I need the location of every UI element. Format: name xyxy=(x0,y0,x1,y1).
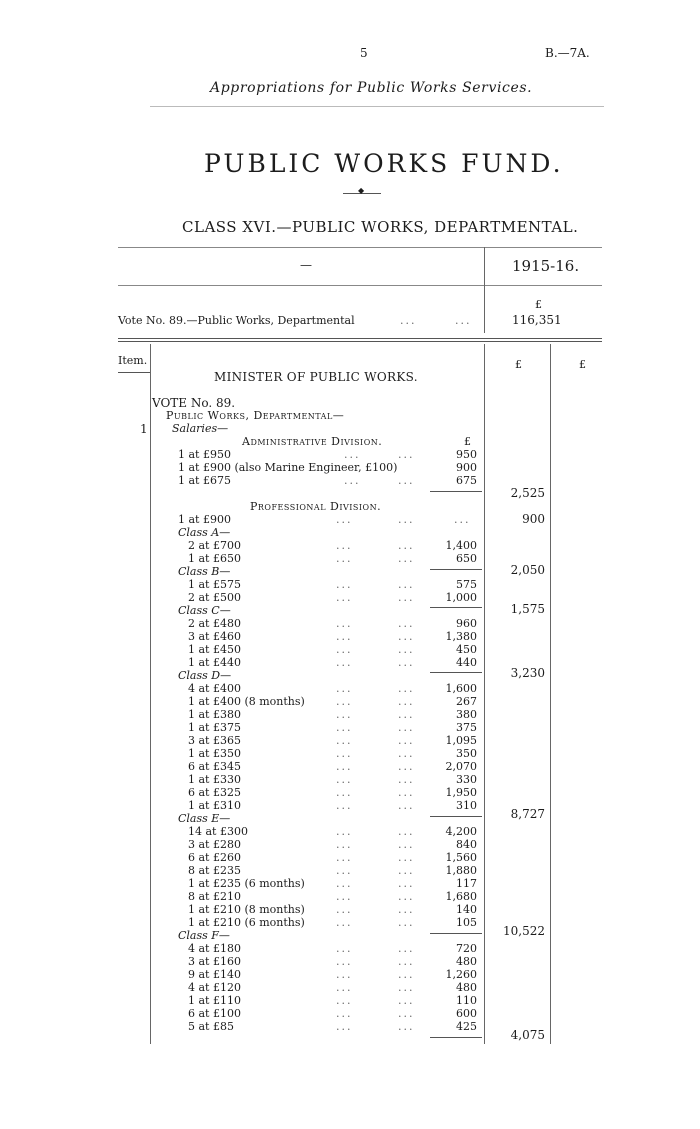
table-row-dots: ... xyxy=(344,448,361,461)
table-row-dots: ... xyxy=(398,773,415,786)
table-row-dots: ... xyxy=(336,734,353,747)
vote-dots-2: ... xyxy=(455,314,472,327)
table-row-amount: 900 xyxy=(456,461,477,474)
salaries-heading: Salaries— xyxy=(172,422,229,435)
table-row-desc: 1 at £350 xyxy=(188,747,241,760)
table-row-dots: ... xyxy=(336,708,353,721)
department-heading: Public Works, Departmental— xyxy=(166,409,345,422)
table-row-dots: ... xyxy=(398,981,415,994)
table-row-dots: ... xyxy=(336,955,353,968)
table-row-amount: 330 xyxy=(456,773,477,786)
vote-heading: VOTE No. 89. xyxy=(152,396,236,410)
table-row-desc: 8 at £210 xyxy=(188,890,241,903)
table-row-desc: 9 at £140 xyxy=(188,968,241,981)
table-row-dots: ... xyxy=(336,539,353,552)
table-row-dots: ... xyxy=(336,877,353,890)
table-row-amount: 600 xyxy=(456,1007,477,1020)
table-row-dots: ... xyxy=(398,994,415,1007)
table-row-desc: 1 at £450 xyxy=(188,643,241,656)
table-row-amount: 2,070 xyxy=(445,760,477,773)
table-row-desc: 1 at £310 xyxy=(188,799,241,812)
table-row-dots: ... xyxy=(398,448,415,461)
table-row-amount: 117 xyxy=(456,877,477,890)
table-row-dots: ... xyxy=(398,617,415,630)
class-heading: Class E— xyxy=(178,812,231,825)
table-row-dots: ... xyxy=(336,695,353,708)
table-row-desc: 8 at £235 xyxy=(188,864,241,877)
table-row-dots: ... xyxy=(336,643,353,656)
table-row-desc: 5 at £85 xyxy=(188,1020,234,1033)
header-rule xyxy=(150,106,604,107)
table-row-desc: 4 at £180 xyxy=(188,942,241,955)
subtotal-amount: 8,727 xyxy=(510,807,545,821)
table-row-amount: 375 xyxy=(456,721,477,734)
table-row-dots: ... xyxy=(398,1020,415,1033)
professional-division-heading: Professional Division. xyxy=(250,500,382,513)
table-row-desc: 6 at £100 xyxy=(188,1007,241,1020)
subtotal-rule xyxy=(430,491,482,492)
table-row-amount: 110 xyxy=(456,994,477,1007)
table-row-dots: ... xyxy=(398,942,415,955)
table-row-dots: ... xyxy=(398,682,415,695)
table-row-amount: 650 xyxy=(456,552,477,565)
class-heading: Class B— xyxy=(178,565,231,578)
table-row-amount: 950 xyxy=(456,448,477,461)
class-heading: Class A— xyxy=(178,526,231,539)
item-number: 1 xyxy=(140,422,148,436)
table-row-desc: 1 at £900 (also Marine Engineer, £100) xyxy=(178,461,398,474)
vote-amount: 116,351 xyxy=(512,313,562,327)
table-row-dots: ... xyxy=(336,994,353,1007)
table-row-dots: ... xyxy=(398,877,415,890)
table-row-dots: ... xyxy=(336,1020,353,1033)
class-title: CLASS XVI.—PUBLIC WORKS, DEPARTMENTAL. xyxy=(182,218,579,236)
table-row-dots: ... xyxy=(398,643,415,656)
table-row-dots: ... xyxy=(336,656,353,669)
table-row-dots: ... xyxy=(398,903,415,916)
table-row-amount: 1,095 xyxy=(445,734,477,747)
table-row-dots: ... xyxy=(336,916,353,929)
table-row-dots: ... xyxy=(336,786,353,799)
subtotal-amount: 4,075 xyxy=(510,1028,545,1042)
table-row-amount: 267 xyxy=(456,695,477,708)
table-row-dots: ... xyxy=(398,630,415,643)
subtotal-rule xyxy=(430,816,482,817)
table-row-desc: 1 at £900 xyxy=(178,513,231,526)
table-row-dots: ... xyxy=(336,903,353,916)
table-row-dots: ... xyxy=(398,916,415,929)
amount-column-divider xyxy=(484,344,485,1044)
table-row-amount: 1,000 xyxy=(445,591,477,604)
table-row-dots: ... xyxy=(398,747,415,760)
table-row-dots: ... xyxy=(336,1007,353,1020)
table-row-desc: 1 at £210 (6 months) xyxy=(188,916,305,929)
ministry-heading: MINISTER OF PUBLIC WORKS. xyxy=(214,370,418,384)
table-row-amount: 105 xyxy=(456,916,477,929)
class-heading: Class C— xyxy=(178,604,231,617)
table-row-dots: ... xyxy=(398,539,415,552)
table-row-dots: ... xyxy=(398,721,415,734)
table-row-dots: ... xyxy=(398,591,415,604)
total-column-divider xyxy=(550,344,551,1044)
table-row-dots: ... xyxy=(398,513,415,526)
subtotal-amount: 2,525 xyxy=(510,486,545,500)
document-code: B.—7A. xyxy=(545,46,590,60)
table-row-dots: ... xyxy=(398,890,415,903)
table-row-dots: ... xyxy=(398,474,415,487)
table-row-dots: ... xyxy=(398,552,415,565)
table-row-dots: ... xyxy=(398,695,415,708)
table-row-dots: ... xyxy=(454,513,471,526)
table-row-dots: ... xyxy=(336,682,353,695)
table-row-amount: 450 xyxy=(456,643,477,656)
table-row-amount: 480 xyxy=(456,981,477,994)
subtotal-rule xyxy=(430,569,482,570)
table-row-dots: ... xyxy=(336,981,353,994)
table-top-rule-1 xyxy=(118,338,602,339)
table-row-dots: ... xyxy=(398,825,415,838)
table-row-dots: ... xyxy=(398,968,415,981)
table-row-dots: ... xyxy=(336,578,353,591)
table-row-dots: ... xyxy=(336,851,353,864)
class-heading: Class D— xyxy=(178,669,232,682)
page-number: 5 xyxy=(360,46,368,60)
subtotal-rule xyxy=(430,672,482,673)
table-row-dots: ... xyxy=(336,799,353,812)
vote-dots-1: ... xyxy=(400,314,417,327)
year-bottom-rule xyxy=(118,285,602,286)
subtotal-amount: 2,050 xyxy=(510,563,545,577)
table-row-dots: ... xyxy=(398,786,415,799)
table-row-desc: 1 at £675 xyxy=(178,474,231,487)
admin-division-heading: Administrative Division. xyxy=(242,435,383,448)
table-row-desc: 1 at £210 (8 months) xyxy=(188,903,305,916)
table-row-amount: 675 xyxy=(456,474,477,487)
subtotal-amount: 3,230 xyxy=(510,666,545,680)
table-row-amount: 840 xyxy=(456,838,477,851)
column-currency-1: £ xyxy=(515,358,522,371)
table-row-dots: ... xyxy=(336,890,353,903)
fiscal-year: 1915-16. xyxy=(512,257,580,275)
table-top-rule-2 xyxy=(118,341,602,342)
table-row-amount: 440 xyxy=(456,656,477,669)
table-row-amount: 380 xyxy=(456,708,477,721)
table-row-dots: ... xyxy=(336,968,353,981)
table-row-amount: 720 xyxy=(456,942,477,955)
item-header-rule xyxy=(118,372,150,373)
table-row-dots: ... xyxy=(398,656,415,669)
subtotal-amount: 1,575 xyxy=(510,602,545,616)
table-row-desc: 4 at £400 xyxy=(188,682,241,695)
table-row-dots: ... xyxy=(336,630,353,643)
table-row-amount: 310 xyxy=(456,799,477,812)
table-row-amount: 1,560 xyxy=(445,851,477,864)
table-row-dots: ... xyxy=(398,864,415,877)
table-row-desc: 1 at £235 (6 months) xyxy=(188,877,305,890)
table-row-amount: 1,380 xyxy=(445,630,477,643)
item-column-header: Item. xyxy=(118,354,148,367)
table-row-dots: ... xyxy=(398,760,415,773)
table-row-dots: ... xyxy=(336,942,353,955)
table-row-dots: ... xyxy=(336,838,353,851)
table-row-desc: 1 at £375 xyxy=(188,721,241,734)
item-column-divider xyxy=(150,344,151,1044)
class-heading: Class F— xyxy=(178,929,230,942)
table-row-amount: 1,680 xyxy=(445,890,477,903)
year-top-rule xyxy=(118,247,602,248)
table-row-desc: 1 at £380 xyxy=(188,708,241,721)
table-row-dots: ... xyxy=(344,474,361,487)
table-row-dots: ... xyxy=(336,513,353,526)
table-row-amount: 575 xyxy=(456,578,477,591)
table-row-dots: ... xyxy=(336,773,353,786)
table-row-amount: 1,950 xyxy=(445,786,477,799)
table-row-desc: 3 at £365 xyxy=(188,734,241,747)
table-row-dots: ... xyxy=(336,864,353,877)
table-row-amount: 350 xyxy=(456,747,477,760)
year-divider xyxy=(484,247,485,333)
table-row-desc: 1 at £110 xyxy=(188,994,241,1007)
table-row-desc: 1 at £950 xyxy=(178,448,231,461)
table-row-dots: ... xyxy=(398,799,415,812)
table-row-desc: 2 at £700 xyxy=(188,539,241,552)
vote-currency: £ xyxy=(535,298,542,311)
table-row-dots: ... xyxy=(398,578,415,591)
table-row-amount: 140 xyxy=(456,903,477,916)
table-row-desc: 14 at £300 xyxy=(188,825,248,838)
table-row-dots: ... xyxy=(336,825,353,838)
table-row-dots: ... xyxy=(336,617,353,630)
table-row-desc: 1 at £400 (8 months) xyxy=(188,695,305,708)
subtotal-amount: 10,522 xyxy=(503,924,545,938)
year-dash: — xyxy=(300,258,312,272)
table-row-dots: ... xyxy=(398,1007,415,1020)
table-row-desc: 3 at £280 xyxy=(188,838,241,851)
table-row-desc: 6 at £345 xyxy=(188,760,241,773)
table-row-dots: ... xyxy=(398,851,415,864)
table-row-desc: 2 at £480 xyxy=(188,617,241,630)
table-row-dots: ... xyxy=(336,552,353,565)
table-row-dots: ... xyxy=(398,708,415,721)
table-row-desc: 6 at £260 xyxy=(188,851,241,864)
table-row-dots: ... xyxy=(336,721,353,734)
subtotal-rule xyxy=(430,607,482,608)
table-row-desc: 3 at £460 xyxy=(188,630,241,643)
subtotal-rule xyxy=(430,1037,482,1038)
table-row-desc: 3 at £160 xyxy=(188,955,241,968)
vote-label: Vote No. 89.—Public Works, Departmental xyxy=(118,314,355,327)
table-row-dots: ... xyxy=(398,838,415,851)
subtotal-rule xyxy=(430,933,482,934)
table-row-amount: 425 xyxy=(456,1020,477,1033)
table-row-amount: 4,200 xyxy=(445,825,477,838)
table-row-amount: 1,880 xyxy=(445,864,477,877)
table-row-desc: 4 at £120 xyxy=(188,981,241,994)
table-row-dots: ... xyxy=(336,747,353,760)
subtotal-amount: 900 xyxy=(522,512,545,526)
table-row-amount: 1,600 xyxy=(445,682,477,695)
table-row-amount: 960 xyxy=(456,617,477,630)
admin-currency: £ xyxy=(464,435,471,448)
table-row-dots: ... xyxy=(398,955,415,968)
table-row-desc: 6 at £325 xyxy=(188,786,241,799)
table-row-amount: 1,400 xyxy=(445,539,477,552)
main-title: PUBLIC WORKS FUND. xyxy=(204,149,564,178)
diamond-icon: ◆ xyxy=(358,186,365,195)
table-row-dots: ... xyxy=(398,734,415,747)
table-row-amount: 480 xyxy=(456,955,477,968)
page-subtitle: Appropriations for Public Works Services. xyxy=(210,80,533,96)
table-row-dots: ... xyxy=(336,591,353,604)
table-row-desc: 1 at £650 xyxy=(188,552,241,565)
table-row-amount: 1,260 xyxy=(445,968,477,981)
table-row-dots: ... xyxy=(336,760,353,773)
table-row-desc: 2 at £500 xyxy=(188,591,241,604)
table-row-desc: 1 at £330 xyxy=(188,773,241,786)
table-row-desc: 1 at £575 xyxy=(188,578,241,591)
column-currency-2: £ xyxy=(579,358,586,371)
table-row-desc: 1 at £440 xyxy=(188,656,241,669)
